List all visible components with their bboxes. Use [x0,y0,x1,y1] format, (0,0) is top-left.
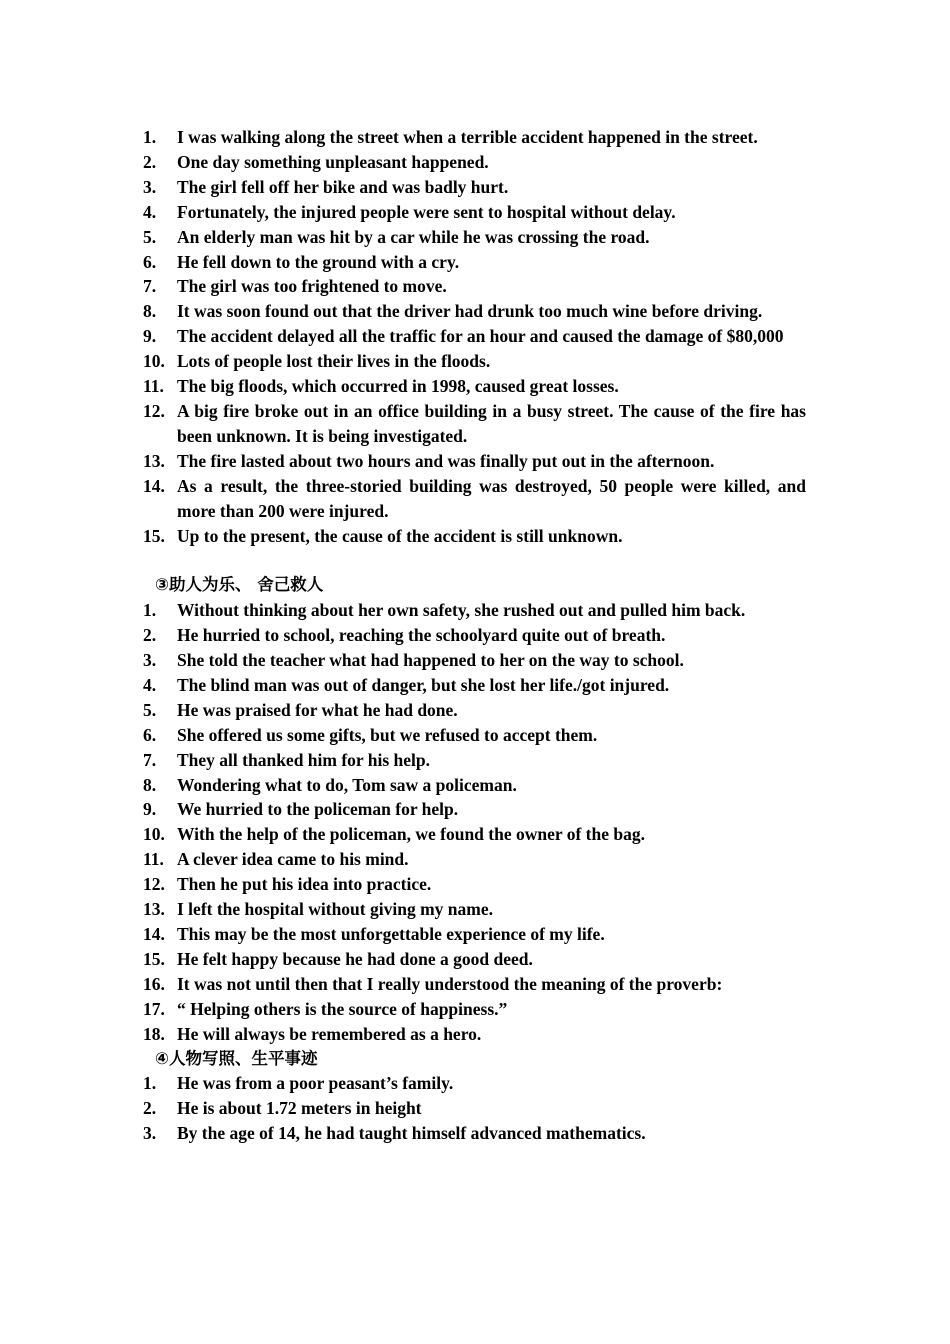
list-item [143,449,806,474]
item-text: She offered us some gifts, but we refused to accept them. [177,724,598,745]
section-spacer [143,548,806,573]
list-item [143,349,806,374]
item-number: 13. [143,450,165,471]
item-text: One day something unpleasant happened. [177,151,489,172]
item-text: “ Helping others is the source of happiness.” [177,998,508,1019]
list-item [143,623,806,648]
item-number: 15. [143,948,165,969]
item-text: An elderly man was hit by a car while he was crossing the road. [177,226,650,247]
item-text: He hurried to school, reaching the schoolyard quite out of breath. [177,625,666,646]
list-item [143,972,806,997]
item-text: The blind man was out of danger, but she lost her life./got injured. [177,674,670,695]
item-text: The girl fell off her bike and was badly hurt. [177,176,509,197]
list-item [143,175,806,200]
list-item [143,474,806,524]
list-item [143,872,806,897]
item-number: 14. [143,475,165,496]
list-item [143,1096,806,1121]
item-number: 7. [143,276,157,297]
item-number: 1. [143,1073,157,1094]
item-text: This may be the most unforgettable experience of my life. [177,923,605,944]
section-heading-helping: ③助人为乐、 舍己救人 [155,575,324,595]
document-content [143,125,806,1146]
list-item [143,897,806,922]
item-text: As a result, the three-storied building was destroyed, 50 people were killed, and more than 200 were injured. [177,475,806,521]
item-number: 16. [143,973,165,994]
list-item [143,773,806,798]
item-number: 2. [143,625,157,646]
item-number: 4. [143,674,157,695]
item-number: 10. [143,824,165,845]
item-text: It was not until then that I really understood the meaning of the proverb: [177,973,723,994]
list-item [143,748,806,773]
item-number: 12. [143,400,165,421]
item-text: By the age of 14, he had taught himself advanced mathematics. [177,1123,646,1144]
item-text: A big fire broke out in an office building in a busy street. The cause of the fire has been unknown. It is being investigated. [177,400,806,446]
item-number: 11. [143,849,164,870]
list-item [143,125,806,150]
list-item [143,698,806,723]
list-item [143,598,806,623]
item-number: 17. [143,998,165,1019]
item-number: 9. [143,326,157,347]
section-heading-portrait: ④人物写照、生平事迹 [155,1048,318,1068]
list-item [143,1121,806,1146]
item-number: 8. [143,301,157,322]
list-item [143,374,806,399]
item-number: 10. [143,351,165,372]
item-text: He felt happy because he had done a good deed. [177,948,533,969]
list-item [143,947,806,972]
list-item [143,673,806,698]
list-item [143,274,806,299]
list-item [143,648,806,673]
item-number: 6. [143,724,157,745]
list-item [143,922,806,947]
item-number: 11. [143,376,164,397]
helping-sentence-list [143,598,806,1046]
list-item [143,299,806,324]
item-number: 3. [143,176,157,197]
item-number: 5. [143,226,157,247]
item-number: 8. [143,774,157,795]
item-text: Without thinking about her own safety, she rushed out and pulled him back. [177,600,746,621]
list-item [143,997,806,1022]
item-text: It was soon found out that the driver had drunk too much wine before driving. [177,301,763,322]
item-number: 12. [143,874,165,895]
item-number: 14. [143,923,165,944]
item-text: I was walking along the street when a terrible accident happened in the street. [177,127,758,147]
list-item [143,1022,806,1047]
item-text: Fortunately, the injured people were sent to hospital without delay. [177,201,676,222]
item-text: The girl was too frightened to move. [177,276,447,297]
item-number: 13. [143,899,165,920]
item-text: Up to the present, the cause of the accident is still unknown. [177,525,623,546]
item-number: 1. [143,600,157,621]
item-number: 18. [143,1023,165,1044]
list-item [143,847,806,872]
item-number: 1. [143,127,157,147]
item-text: He was from a poor peasant’s family. [177,1073,454,1094]
list-item [143,250,806,275]
item-number: 5. [143,699,157,720]
list-item [143,1071,806,1096]
item-number: 3. [143,1123,157,1144]
item-text: A clever idea came to his mind. [177,849,409,870]
accident-sentence-list [143,125,806,548]
item-text: Lots of people lost their lives in the floods. [177,351,491,372]
item-text: With the help of the policeman, we found the owner of the bag. [177,824,645,845]
list-item [143,225,806,250]
item-number: 7. [143,749,157,770]
item-text: He fell down to the ground with a cry. [177,251,460,272]
item-number: 3. [143,650,157,671]
item-text: The accident delayed all the traffic for an hour and caused the damage of $80,000 [177,326,784,347]
list-item [143,399,806,449]
item-text: Wondering what to do, Tom saw a policeman. [177,774,517,795]
list-item [143,822,806,847]
item-text: They all thanked him for his help. [177,749,430,770]
item-text: He will always be remembered as a hero. [177,1023,482,1044]
list-item [143,200,806,225]
item-number: 15. [143,525,165,546]
list-item [143,150,806,175]
list-item [143,797,806,822]
item-text: He was praised for what he had done. [177,699,458,720]
portrait-sentence-list [143,1071,806,1146]
item-number: 4. [143,201,157,222]
item-number: 2. [143,151,157,172]
item-text: I left the hospital without giving my name. [177,899,493,920]
item-text: The big floods, which occurred in 1998, caused great losses. [177,376,619,397]
item-text: We hurried to the policeman for help. [177,799,459,820]
item-number: 2. [143,1098,157,1119]
item-text: The fire lasted about two hours and was finally put out in the afternoon. [177,450,715,471]
item-text: He is about 1.72 meters in height [177,1098,422,1119]
list-item [143,524,806,549]
item-text: Then he put his idea into practice. [177,874,432,895]
list-item [143,324,806,349]
item-number: 6. [143,251,157,272]
item-text: She told the teacher what had happened to her on the way to school. [177,650,684,671]
item-number: 9. [143,799,157,820]
list-item [143,723,806,748]
